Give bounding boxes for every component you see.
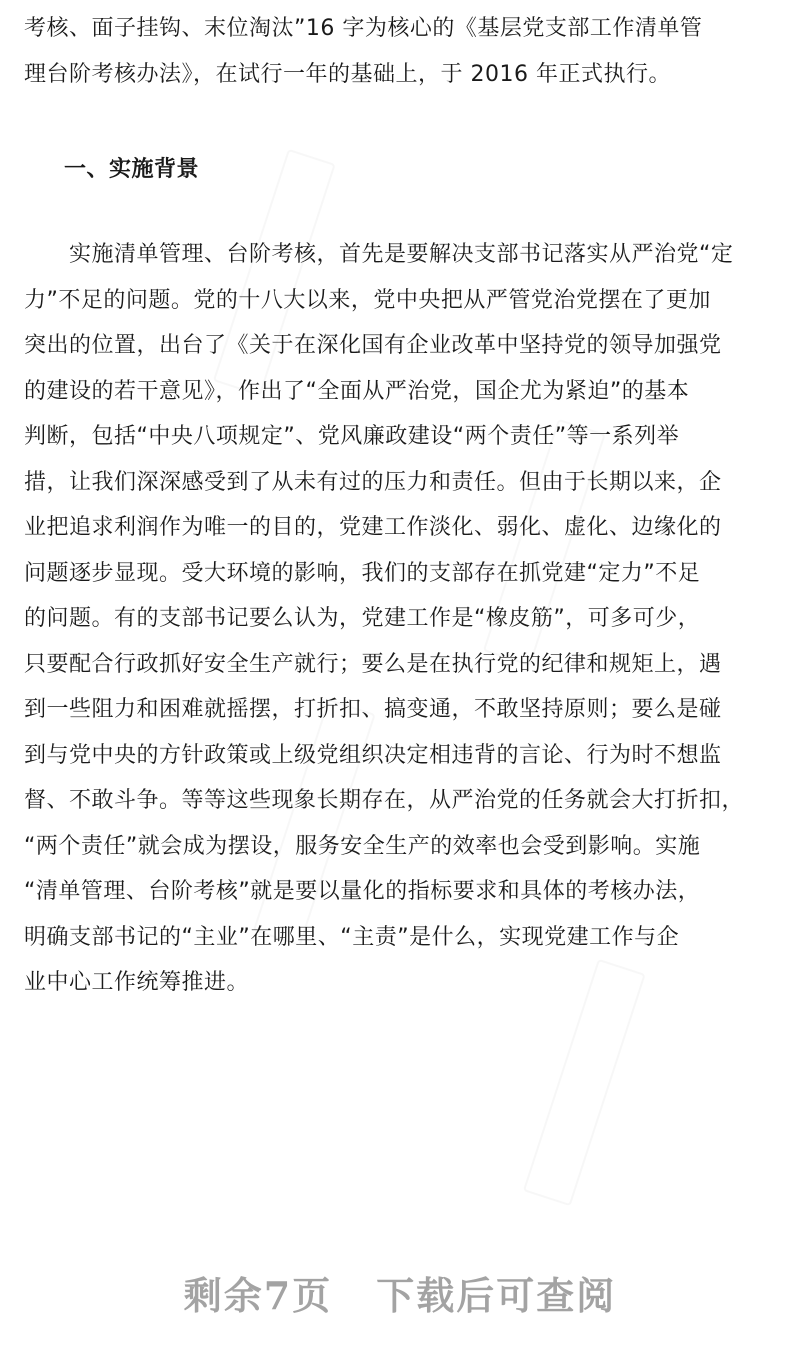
text-line: 理台阶考核办法》，在试行一年的基础上，于 2016 年正式执行。 <box>24 61 671 87</box>
text-line: 力”不足的问题。党的十八大以来，党中央把从严管党治党摆在了更加 <box>24 287 711 313</box>
text-line: 考核、面子挂钩、末位淘汰”16 字为核心的《基层党支部工作清单管 <box>24 16 703 41</box>
section-heading: 一、实施背景 <box>64 157 200 182</box>
text-line: 到一些阻力和困难就摇摆，打折扣、搞变通，不敢坚持原则；要么是碰 <box>24 697 722 722</box>
download-prompt[interactable] <box>0 1265 800 1320</box>
intro-paragraph <box>24 6 776 97</box>
text-line: 督、不敢斗争。等等这些现象长期存在，从严治党的任务就会大打折扣， <box>24 788 745 813</box>
text-line: “清单管理、台阶考核”就是要以量化的指标要求和具体的考核办法， <box>24 879 701 904</box>
text-line: 只要配合行政抓好安全生产就行；要么是在执行党的纪律和规矩上，遇 <box>24 651 722 677</box>
text-line: 突出的位置，出台了《关于在深化国有企业改革中坚持党的领导加强党 <box>24 333 722 358</box>
remaining-pages-label: 剩余7页 <box>183 1273 333 1318</box>
text-line: 业把追求利润作为唯一的目的，党建工作淡化、弱化、虚化、边缘化的 <box>24 515 722 540</box>
text-line: 实施清单管理、台阶考核，首先是要解决支部书记落实从严治党“定 <box>24 242 734 267</box>
text-line: 判断，包括“中央八项规定”、党风廉政建设“两个责任”等一系列举 <box>24 424 680 449</box>
text-line: 的问题。有的支部书记要么认为，党建工作是“橡皮筋”，可多可少， <box>24 606 701 631</box>
download-to-view-label: 下载后可查阅 <box>376 1273 617 1318</box>
body-paragraph <box>24 232 776 1006</box>
text-line: 业中心工作统筹推进。 <box>24 970 250 995</box>
text-line: 问题逐步显现。受大环境的影响，我们的支部存在抓党建“定力”不足 <box>24 560 701 586</box>
text-line: “两个责任”就会成为摆设，服务安全生产的效率也会受到影响。实施 <box>24 833 701 859</box>
text-line: 的建设的若干意见》，作出了“全面从严治党，国企尤为紧迫”的基本 <box>24 378 690 404</box>
text-line: 措，让我们深深感受到了从未有过的压力和责任。但由于长期以来，企 <box>24 469 722 495</box>
text-line: 明确支部书记的“主业”在哪里、“主责”是什么，实现党建工作与企 <box>24 924 680 950</box>
text-line: 到与党中央的方针政策或上级党组织决定相违背的言论、行为时不想监 <box>24 742 722 768</box>
